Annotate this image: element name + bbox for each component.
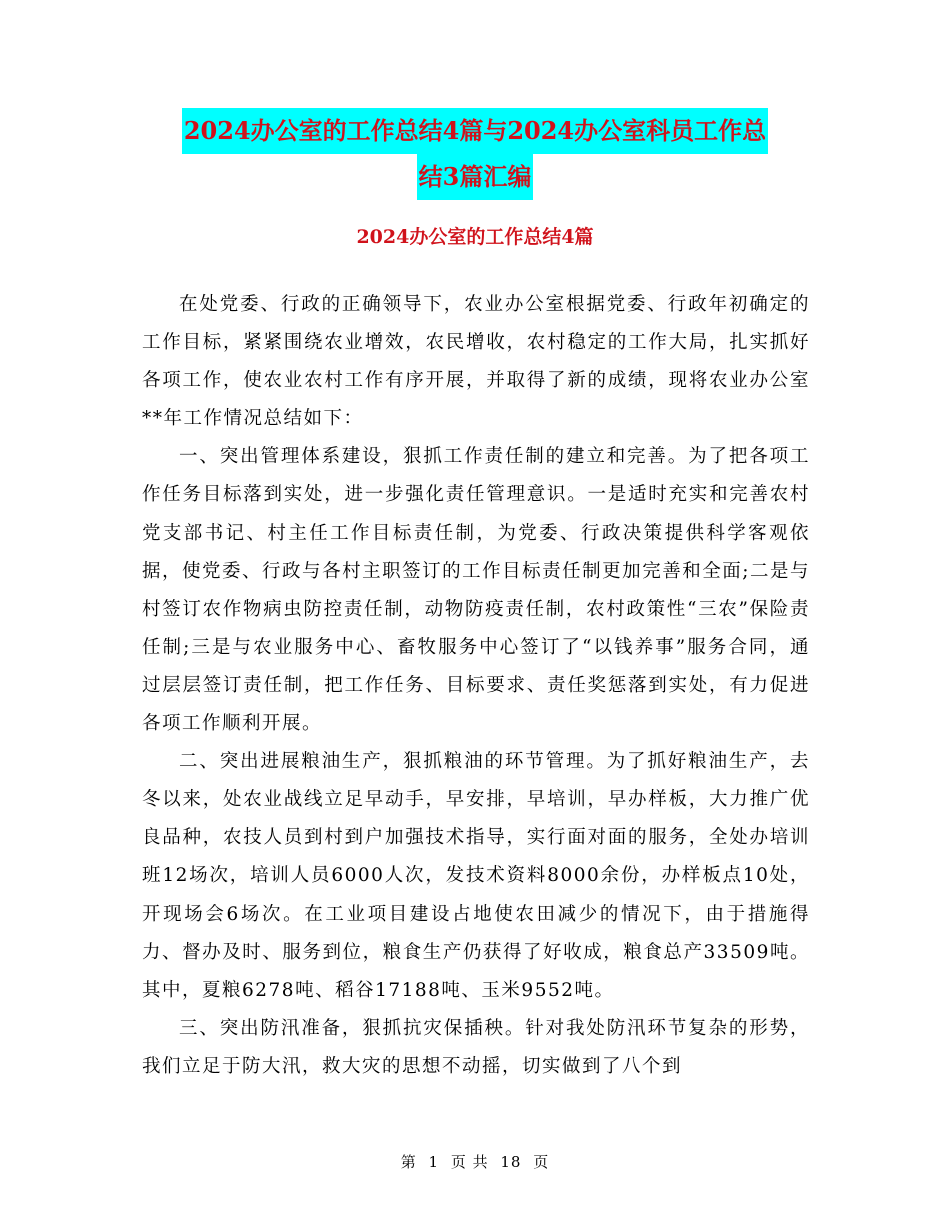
footer-page-number: 1 bbox=[428, 1153, 440, 1171]
section-title: 2024办公室的工作总结4篇 bbox=[356, 226, 594, 248]
document-title bbox=[0, 108, 950, 200]
document-title-line2: 结3篇汇编 bbox=[417, 154, 534, 200]
document-title-line1: 2024办公室的工作总结4篇与2024办公室科员工作总 bbox=[182, 108, 768, 154]
document-body bbox=[142, 286, 810, 1086]
paragraph-1: 一、突出管理体系建设，狠抓工作责任制的建立和完善。为了把各项工作任务目标落到实处，进一步强化责任管理意识。一是适时充实和完善农村党支部书记、村主任工作目标责任制，为党委、行政决策提供科学客观依据，使党委、行政与各村主职签订的工作目标责任制更加完善和全面;二是与村签订农作物病虫防控责任制，动物防疫责任制，农村政策性“三农”保险责任制;三是与农业服务中心、畜牧服务中心签订了“以钱养事”服务合同，通过层层签订责任制，把工作任务、目标要求、责任奖惩落到实处，有力促进各项工作顺利开展。 bbox=[142, 446, 810, 735]
footer-suffix: 页 bbox=[533, 1153, 550, 1171]
paragraph-intro: 在处党委、行政的正确领导下，农业办公室根据党委、行政年初确定的工作目标，紧紧围绕农业增效，农民增收，农村稳定的工作大局，扎实抓好各项工作，使农业农村工作有序开展，并取得了新的成绩，现将农业办公室**年工作情况总结如下： bbox=[142, 294, 810, 430]
page-footer bbox=[0, 1150, 950, 1174]
footer-total-pages: 18 bbox=[500, 1153, 522, 1171]
paragraph-2: 二、突出进展粮油生产，狠抓粮油的环节管理。为了抓好粮油生产，去冬以来，处农业战线立足早动手，早安排，早培训，早办样板，大力推广优良品种，农技人员到村到户加强技术指导，实行面对面的服务，全处办培训班12场次，培训人员6000人次，发技术资料8000余份，办样板点10处，开现场会6场次。在工业项目建设占地使农田减少的情况下，由于措施得力、督办及时、服务到位，粮食生产仍获得了好收成，粮食总产33509吨。其中，夏粮6278吨、稻谷17188吨、玉米9552吨。 bbox=[142, 751, 810, 1001]
paragraph-3: 三、突出防汛准备，狠抓抗灾保插秧。针对我处防汛环节复杂的形势，我们立足于防大汛，救大灾的思想不动摇，切实做到了八个到 bbox=[142, 1017, 810, 1077]
footer-prefix: 第 bbox=[400, 1153, 417, 1171]
footer-middle: 页 共 bbox=[450, 1153, 489, 1171]
